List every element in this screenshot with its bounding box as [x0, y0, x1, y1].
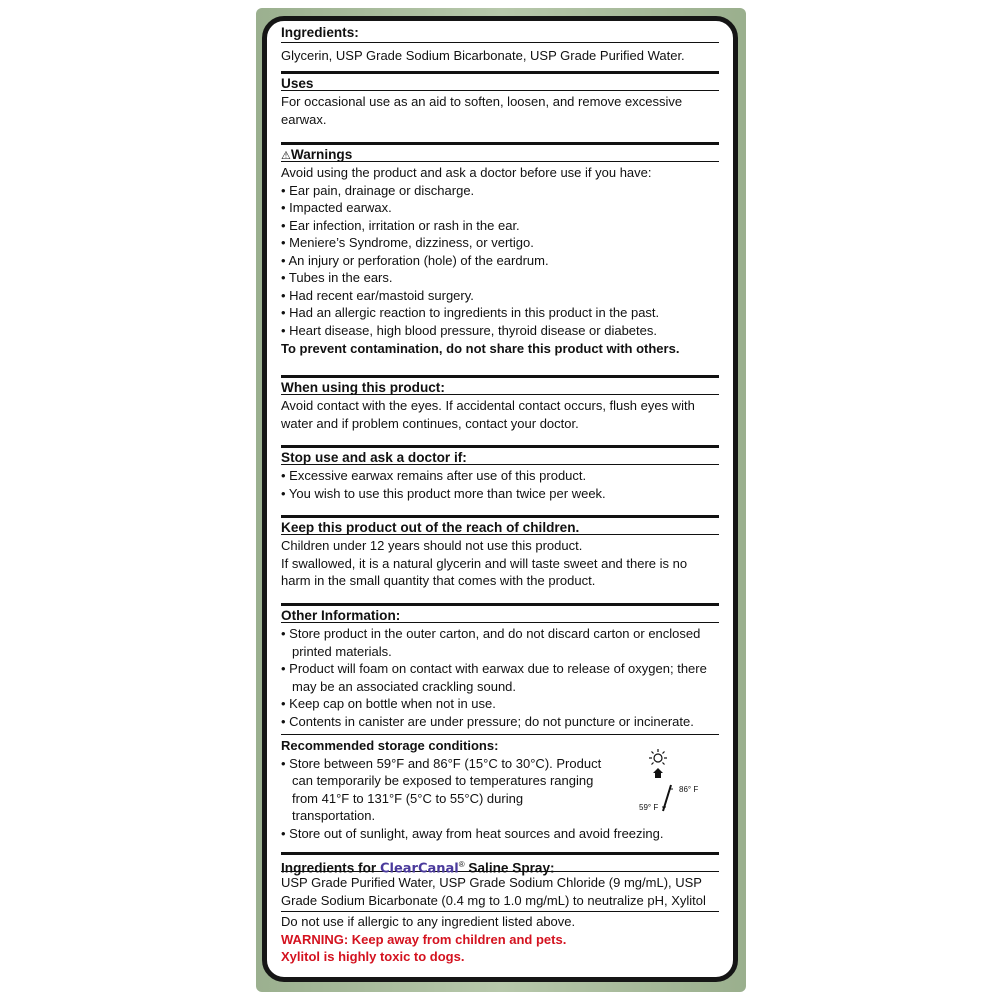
children-heading: Keep this product out of the reach of children. [281, 515, 719, 535]
stop-use-heading: Stop use and ask a doctor if: [281, 445, 719, 465]
warnings-intro: Avoid using the product and ask a doctor before use if you have: [281, 165, 652, 180]
other-info-list [281, 625, 719, 730]
list-item: • Impacted earwax. [281, 200, 392, 215]
stop-use-section [281, 445, 719, 502]
list-item: • Tubes in the ears. [281, 270, 393, 285]
spray-warning-2: Xylitol is highly toxic to dogs. [281, 949, 465, 964]
spray-allergy: Do not use if allergic to any ingredient listed above. [281, 911, 719, 931]
list-item: • Store product in the outer carton, and do not discard carton or enclosed printed materials. [281, 626, 701, 659]
list-item: • An injury or perforation (hole) of the eardrum. [281, 252, 549, 268]
clearcanal-brand: ClearCanal [379, 861, 459, 877]
uses-text: For occasional use as an aid to soften, loosen, and remove excessive earwax. [281, 94, 683, 127]
warnings-heading-label: Warnings [290, 147, 353, 162]
ingredients-heading: Ingredients: [281, 23, 719, 43]
spray-warning-1: WARNING: Keep away from children and pets. [281, 931, 567, 947]
temp-high-label: 86° F [679, 785, 699, 794]
children-line2: If swallowed, it is a natural glycerin and will taste sweet and there is no harm in the small quantity that comes with the product. [281, 555, 688, 588]
list-item: • Store out of sunlight, away from heat sources and avoid freezing. [281, 825, 664, 841]
spray-heading-suffix: Saline Spray: [464, 860, 555, 876]
list-item: • Meniere’s Syndrome, dizziness, or vertigo. [281, 235, 534, 250]
warning-triangle-icon: ⚠ [281, 150, 291, 162]
ingredients-text: Glycerin, USP Grade Sodium Bicarbonate, USP Grade Purified Water. [281, 48, 685, 63]
temp-low-label: 59° F [639, 803, 659, 812]
when-using-heading: When using this product: [281, 375, 719, 395]
when-using-section [281, 375, 719, 432]
list-item: • Had recent ear/mastoid surgery. [281, 287, 474, 303]
warnings-heading [281, 142, 719, 162]
uses-heading: Uses [281, 71, 719, 91]
list-item: • Product will foam on contact with earwax due to release of oxygen; there may be an associated crackling sound. [281, 661, 707, 694]
when-using-text: Avoid contact with the eyes. If accidental contact occurs, flush eyes with water and if problem continues, contact your doctor. [281, 398, 695, 431]
list-item: • Ear infection, irritation or rash in the ear. [281, 217, 520, 233]
list-item: • Excessive earwax remains after use of this product. [281, 468, 587, 483]
stop-use-list [281, 467, 719, 502]
spray-text: USP Grade Purified Water, USP Grade Sodium Chloride (9 mg/mL), USP Grade Sodium Bicarbonate (0.4 mg to 1.0 mg/mL) to neutralize pH, Xylitol [281, 875, 706, 908]
children-line1: Children under 12 years should not use this product. [281, 538, 583, 553]
list-item: • Store between 59°F and 86°F (15°C to 30°C). Product can temporarily be exposed to temperatures ranging from 41°F to 131°F (5°C to 55°C) during transportation. [281, 755, 602, 823]
list-item: • You wish to use this product more than twice per week. [281, 485, 606, 501]
list-item: • Keep cap on bottle when not in use. [281, 696, 496, 711]
list-item: • Had an allergic reaction to ingredients in this product in the past. [281, 305, 660, 320]
warnings-closing: To prevent contamination, do not share this product with others. [281, 341, 680, 356]
uses-section [281, 71, 719, 128]
storage-heading: Recommended storage conditions: [281, 734, 719, 755]
warnings-list [281, 182, 719, 340]
warnings-section [281, 142, 719, 358]
registered-mark: ® [458, 860, 465, 869]
children-section [281, 515, 719, 590]
sun-icon [645, 749, 671, 779]
thermometer-icon [659, 783, 675, 813]
spray-heading-prefix: Ingredients for [281, 860, 380, 876]
other-info-heading: Other Information: [281, 603, 719, 623]
list-item: • Heart disease, high blood pressure, thyroid disease or diabetes. [281, 322, 657, 338]
list-item: • Contents in canister are under pressure; do not puncture or incinerate. [281, 713, 694, 729]
list-item: • Ear pain, drainage or discharge. [281, 182, 475, 198]
ingredients-section [281, 23, 719, 65]
spray-heading [281, 852, 719, 877]
spray-section [281, 852, 719, 966]
drug-facts-panel [262, 16, 738, 982]
